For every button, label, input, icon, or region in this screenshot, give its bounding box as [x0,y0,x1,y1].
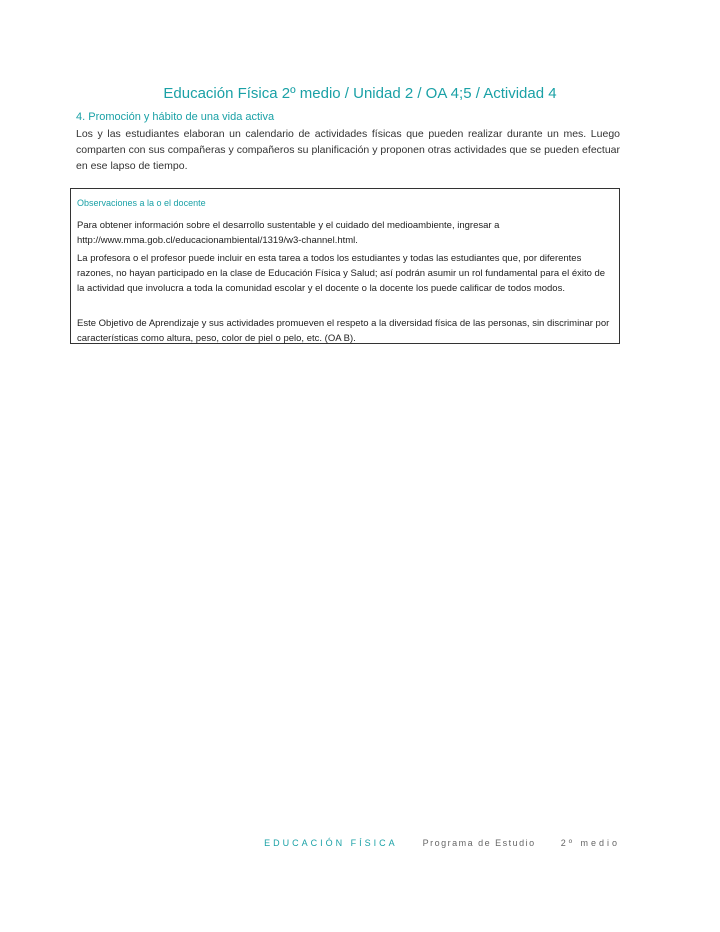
observation-paragraph: La profesora o el profesor puede incluir en esta tarea a todos los estudiantes y todas las estudiantes que, por diferentes razones, no hayan participado en la clase de Educación Física y Salud; así podrán asumir un rol fundamental para el éxito de la actividad que involucra a toda la comunidad escolar y el docente o la docente los puede calificar de todos modos. [77,253,606,294]
activity-description: Los y las estudiantes elaboran un calendario de actividades físicas que pueden realizar durante un mes. Luego comparten con sus compañeras y compañeros su planificación y proponen otras actividades que se pueden efectuar en ese lapso de tiempo. [76,128,620,172]
observations-title: Observaciones a la o el docente [77,198,206,208]
page-footer [264,838,620,848]
page-title: Educación Física 2º medio / Unidad 2 / OA 4;5 / Actividad 4 [163,85,557,102]
observation-paragraph: Para obtener información sobre el desarrollo sustentable y el cuidado del medioambiente, ingresar a http://www.mma.gob.cl/educacionambiental/1319/w3-channel.html. [77,220,500,246]
activity-heading: 4. Promoción y hábito de una vida activa [76,111,275,123]
footer-program: Programa de Estudio [422,838,536,848]
teacher-observations-box [70,188,620,344]
observation-paragraph: Este Objetivo de Aprendizaje y sus actividades promueven el respeto a la diversidad física de las personas, sin discriminar por características como altura, peso, color de piel o pelo, etc. (OA B). [77,318,610,344]
footer-grade: 2º medio [560,838,620,848]
footer-subject: EDUCACIÓN FÍSICA [264,838,398,848]
